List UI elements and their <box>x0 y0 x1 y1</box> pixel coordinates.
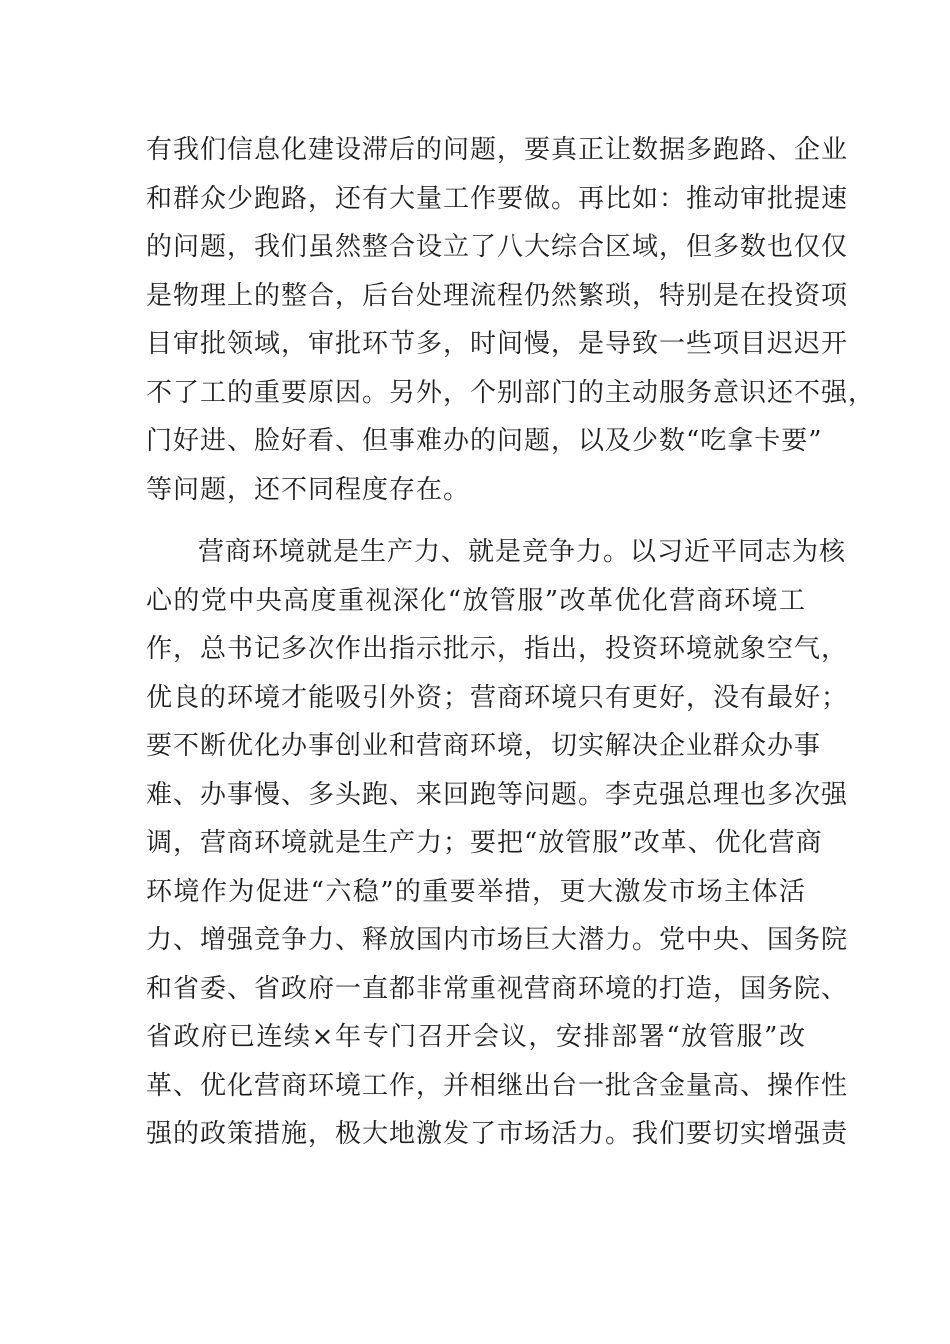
text-line: 要不断优化办事创业和营商环境，切实解决企业群众办事 <box>146 731 822 761</box>
paragraph-1 <box>146 126 876 514</box>
text-line: 和省委、省政府一直都非常重视营商环境的打造，国务院、 <box>146 973 849 1004</box>
text-line: 调，营商环境就是生产力；要把“放管服”改革、优化营商 <box>146 828 823 858</box>
text-line: 心的党中央高度重视深化“放管服”改革优化营商环境工 <box>146 585 806 616</box>
text-line: 难、办事慢、多头跑、来回跑等问题。李克强总理也多次强 <box>146 779 849 810</box>
text-line: 强的政策措施，极大地激发了市场活力。我们要切实增强责 <box>146 1119 849 1149</box>
text-line: 环境作为促进“六稳”的重要举措，更大激发市场主体活 <box>146 876 806 907</box>
text-line: 营商环境就是生产力、就是竞争力。以习近平同志为核 <box>198 537 847 567</box>
text-line: 是物理上的整合，后台处理流程仍然繁琐，特别是在投资项 <box>146 280 849 311</box>
text-line: 力、增强竞争力、释放国内市场巨大潜力。党中央、国务院 <box>146 925 849 955</box>
paragraph-2 <box>146 528 849 1159</box>
text-line: 和群众少跑路，还有大量工作要做。再比如：推动审批提速 <box>146 183 849 214</box>
text-line: 不了工的重要原因。另外，个别部门的主动服务意识还不强， <box>146 377 876 408</box>
text-line: 优良的环境才能吸引外资；营商环境只有更好，没有最好； <box>146 682 849 713</box>
text-line: 革、优化营商环境工作，并相继出台一批含金量高、操作性 <box>146 1070 849 1101</box>
text-line: 目审批领域，审批环节多，时间慢，是导致一些项目迟迟开 <box>146 329 849 359</box>
text-line: 有我们信息化建设滞后的问题，要真正让数据多跑路、企业 <box>146 135 849 165</box>
text-line: 作，总书记多次作出指示批示，指出，投资环境就象空气， <box>146 634 849 664</box>
text-line: 的问题，我们虽然整合设立了八大综合区域，但多数也仅仅 <box>146 232 849 262</box>
text-line: 省政府已连续×年专门召开会议，安排部署“放管服”改 <box>146 1022 806 1052</box>
text-line: 等问题，还不同程度存在。 <box>146 474 471 505</box>
text-line: 门好进、脸好看、但事难办的问题，以及少数“吃拿卡要” <box>146 426 823 456</box>
